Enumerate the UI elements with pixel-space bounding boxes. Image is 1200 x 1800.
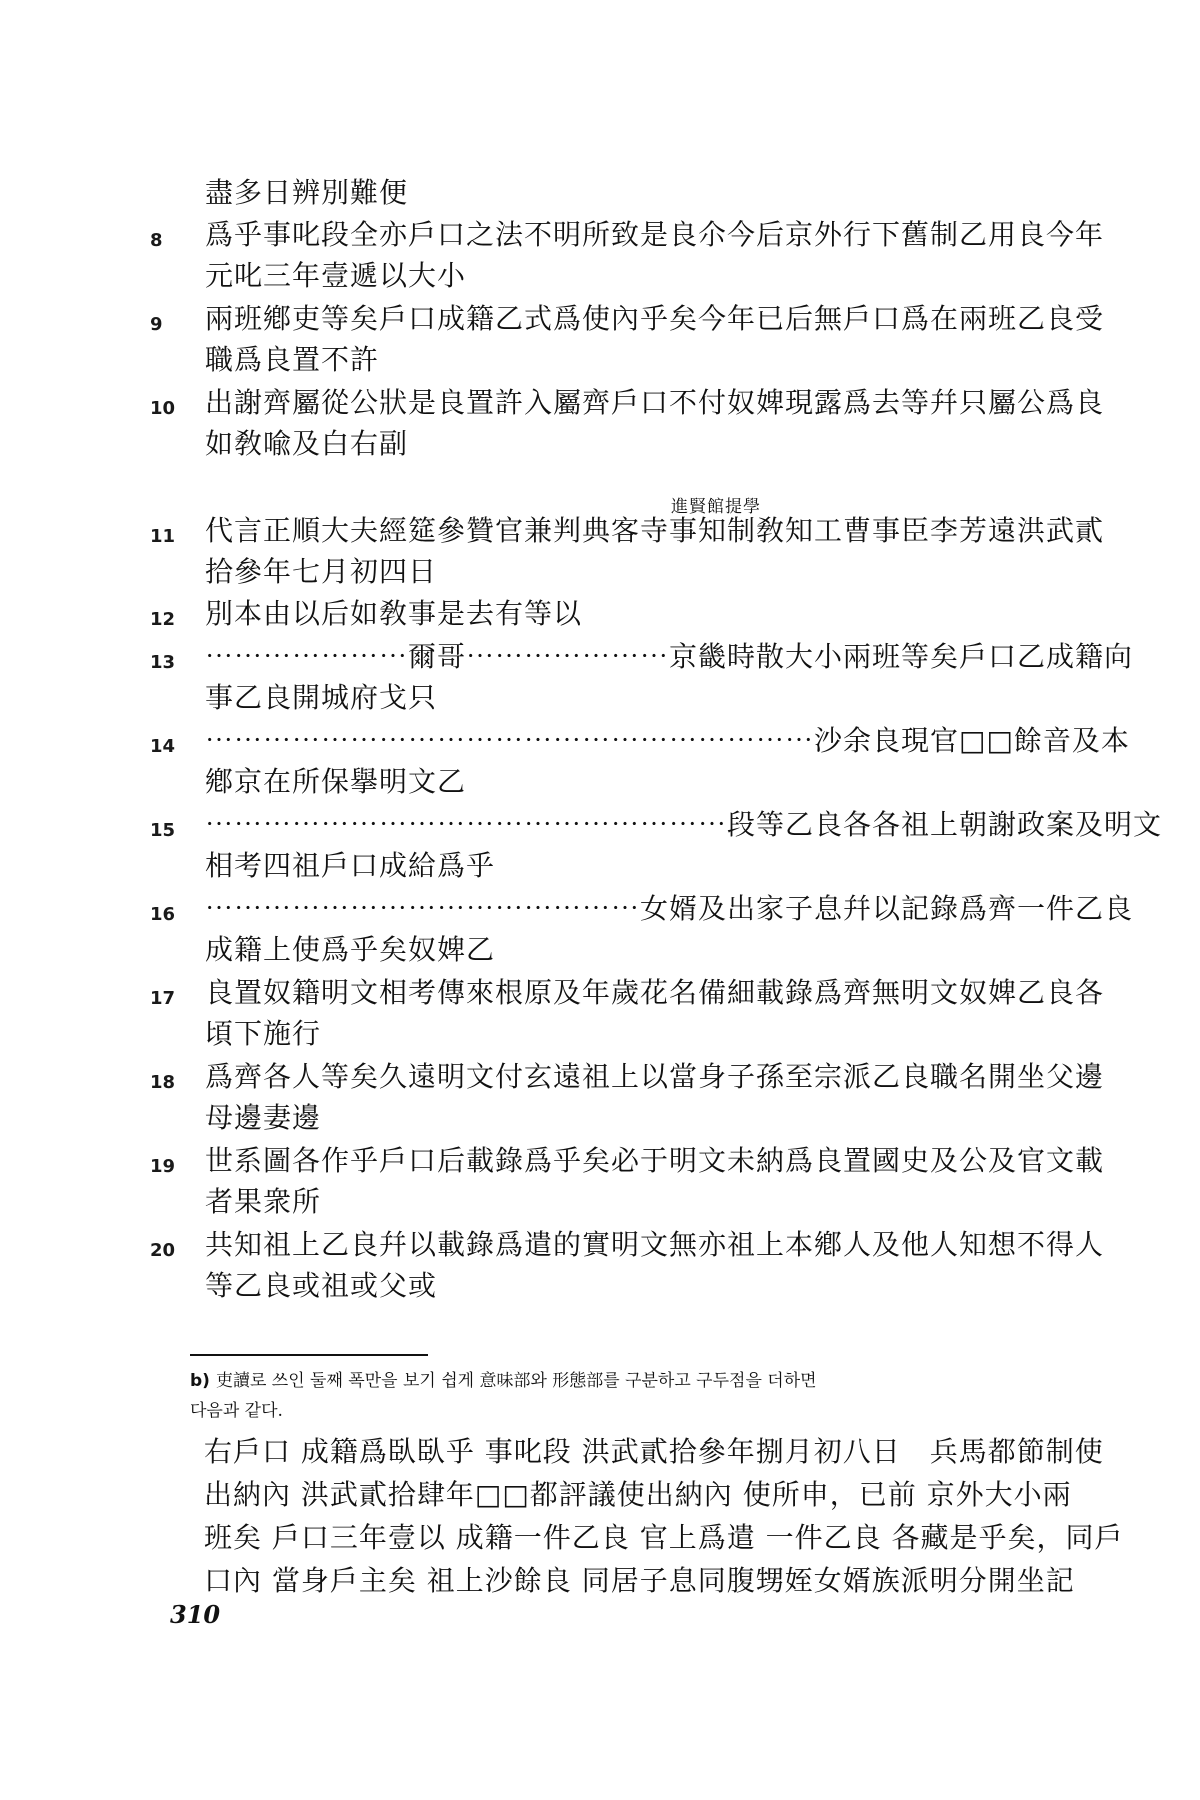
footnote-line: 班矣 戶口三年壹以 成籍一件乙良 官上爲遣 一件乙良 各藏是乎矣，同戶: [204, 1521, 1124, 1554]
footnote-intro-text-2: 다음과 같다.: [190, 1401, 283, 1421]
line-main: 世系圖各作乎戶口后載錄爲乎矣必于明文未納爲良置國史及公及官文載: [205, 1144, 1105, 1177]
line-number: 17: [150, 988, 176, 1009]
line-main: 良置奴籍明文相考傳來根原及年歲花名備細載錄爲齊無明文奴婢乙良各: [205, 976, 1105, 1009]
line-continuation: 頃下施行: [205, 1017, 322, 1050]
line-continuation: 鄕京在所保擧明文乙: [205, 765, 467, 798]
line-text: [205, 510, 1105, 592]
line-number: 9: [150, 314, 163, 335]
line-continuation: 成籍上使爲乎矣奴婢乙: [205, 933, 496, 966]
line-number: 16: [150, 904, 176, 925]
footnote-intro: [190, 1366, 1050, 1426]
line-main: 爲齊各人等矣久遠明文付玄遠祖上以當身子孫至宗派乙良職名開坐父邊: [205, 1060, 1105, 1093]
footnote-line: 右戶口 成籍爲臥臥乎 事叱段 洪武貳拾參年捌月初八日 兵馬都節制使: [204, 1435, 1104, 1468]
line-number: 8: [150, 230, 163, 251]
line-main: ⋯⋯⋯⋯⋯⋯⋯⋯⋯⋯⋯⋯⋯⋯⋯女婿及出家子息幷以記錄爲齊一件乙良: [205, 892, 1134, 925]
line-number: 13: [150, 652, 176, 673]
footnote-divider: [190, 1354, 428, 1356]
line-main: ⋯⋯⋯⋯⋯⋯⋯爾哥⋯⋯⋯⋯⋯⋯⋯京畿時散大小兩班等矣戶口乙成籍向: [205, 640, 1134, 673]
line-text: [205, 804, 1163, 886]
line-text: [205, 972, 1105, 1054]
line-main: 共知祖上乙良幷以載錄爲遣的實明文無亦祖上本鄕人及他人知想不得人: [205, 1228, 1105, 1261]
line-main: 別本由以后如敎事是去有等以: [205, 597, 583, 630]
line-text: [205, 1224, 1105, 1306]
page-number: 310: [170, 1600, 221, 1629]
line-number: 10: [150, 398, 176, 419]
line-text: [205, 593, 1055, 634]
line-continuation: 母邊妻邊: [205, 1101, 322, 1134]
footnote-body: [204, 1430, 1124, 1602]
line-continuation: 者果衆所: [205, 1185, 322, 1218]
footnote-marker: b): [190, 1371, 210, 1391]
line-number: 19: [150, 1156, 176, 1177]
line-text: [205, 214, 1105, 296]
line-continuation: 拾參年七月初四日: [205, 555, 438, 588]
line-text: [205, 1140, 1105, 1222]
line-text: 盡多日辨別難便: [205, 176, 409, 209]
line-text: [205, 888, 1134, 970]
line-text: [205, 382, 1105, 464]
line-main: 兩班鄕吏等矣戶口成籍乙式爲使內乎矣今年已后無戶口爲在兩班乙良受: [205, 302, 1105, 335]
line-continuation: 事乙良開城府戈只: [205, 681, 438, 714]
line-main: ⋯⋯⋯⋯⋯⋯⋯⋯⋯⋯⋯⋯⋯⋯⋯⋯⋯⋯段等乙良各各祖上朝謝政案及明文: [205, 808, 1163, 841]
line-continuation: 職爲良置不許: [205, 343, 380, 376]
line-number: 11: [150, 526, 176, 547]
line-text: [205, 720, 1130, 802]
line-main: 出謝齊屬從公狀是良置許入屬齊戶口不付奴婢現露爲去等幷只屬公爲良: [205, 386, 1105, 419]
line-number: 12: [150, 609, 176, 630]
line-continuation: 等乙良或祖或父或: [205, 1269, 438, 1302]
line-text: [205, 298, 1105, 380]
line-number: 18: [150, 1072, 176, 1093]
line-continuation: 元叱三年壹遞以大小: [205, 259, 467, 292]
footnote-intro-text: 吏讀로 쓰인 둘째 폭만을 보기 쉽게 意味部와 形態部를 구분하고 구두점을 더하면: [215, 1371, 817, 1391]
line-number: 14: [150, 736, 176, 757]
line-continuation: 相考四祖戶口成給爲乎: [205, 849, 496, 882]
line-number: 20: [150, 1240, 176, 1261]
line-main: 爲乎事叱段全亦戶口之法不明所致是良尒今后京外行下舊制乙用良今年: [205, 218, 1105, 251]
footnote-line: 口內 當身戶主矣 祖上沙餘良 同居子息同腹甥姪女婿族派明分開坐記: [204, 1564, 1075, 1597]
line-number: 15: [150, 820, 176, 841]
line-continuation: 如敎喩及白右副: [205, 427, 409, 460]
line-text: [205, 1056, 1105, 1138]
line-text: [205, 636, 1134, 718]
line-main: ⋯⋯⋯⋯⋯⋯⋯⋯⋯⋯⋯⋯⋯⋯⋯⋯⋯⋯⋯⋯⋯沙余良現官□□餘音及本: [205, 724, 1130, 757]
footnote-line: 出納內 洪武貳拾肆年□□都評議使出納內 使所申，已前 京外大小兩: [204, 1478, 1072, 1511]
line-main: 代言正順大夫經筵參贊官兼判典客寺事知制敎知工曹事臣李芳遠洪武貳: [205, 514, 1105, 547]
interlinear-annotation: 進賢館提學: [671, 497, 761, 517]
